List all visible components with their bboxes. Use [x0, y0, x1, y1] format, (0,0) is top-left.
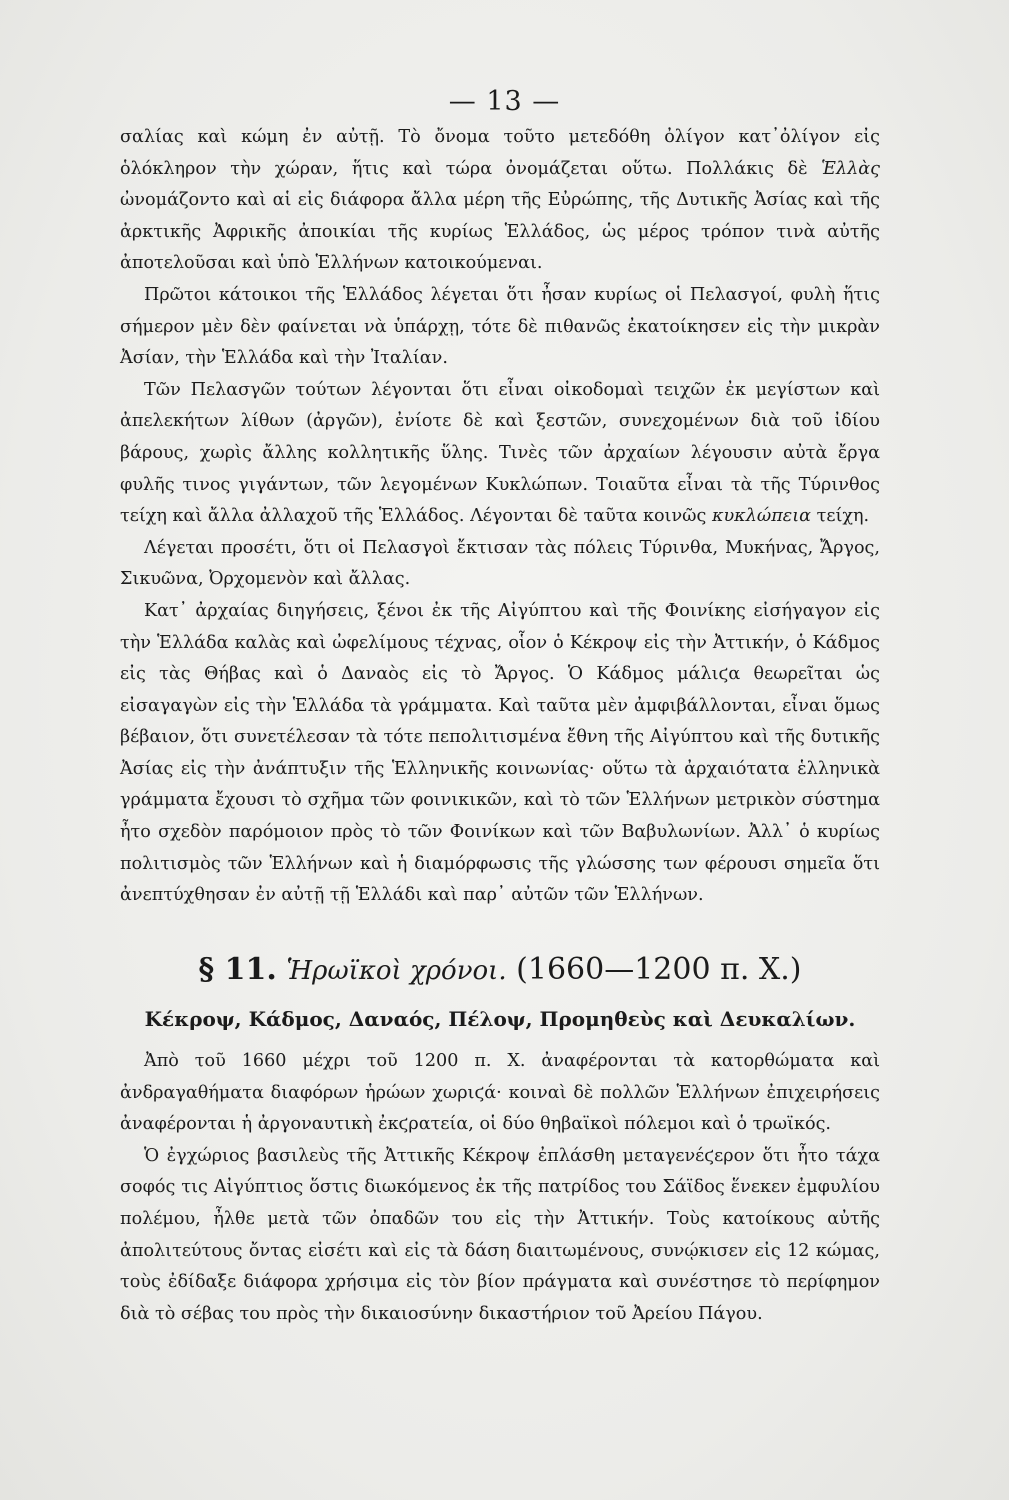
paragraph-5: Κατ᾽ ἀρχαίας διηγήσεις, ξένοι ἐκ τῆς Αἰγύπτου καὶ τῆς Φοινίκης εἰσήγαγον εἰς τὴν Ἑλλάδα καλὰς καὶ ὠφελίμους τέχνας, οἷον ὁ Κέκροψ εἰς τὴν Ἀττικήν, ὁ Κάδμος εἰς τὰς Θήβας καὶ ὁ Δαναὸς εἰς τὸ Ἄργος. Ὁ Κάδμος μάλιϛα θεωρεῖται ὡς εἰσαγαγὼν εἰς τὴν Ἑλλάδα τὰ γράμματα. Καὶ ταῦτα μὲν ἀμφιβάλλονται, εἶναι ὅμως βέβαιον, ὅτι συνετέλεσαν τὰ τότε πεπολιτισμένα ἔθνη τῆς Αἰγύπτου καὶ τῆς δυτικῆς Ἀσίας εἰς τὴν ἀνάπτυξιν τῆς Ἑλληνικῆς κοινωνίας· οὕτω τὰ ἀρχαιότατα ἑλληνικὰ γράμματα ἔχουσι τὸ σχῆμα τῶν φοινικικῶν, καὶ τὸ τῶν Ἑλλήνων μετρικὸν σύστημα ἦτο σχεδὸν παρόμοιον πρὸς τὸ τῶν Φοινίκων καὶ τῶν Βαβυλωνίων. Ἀλλ᾽ ὁ κυρίως πολιτισμὸς τῶν Ἑλλήνων καὶ ἡ διαμόρφωσις τῆς γλώσσης των φέρουσι σημεῖα ὅτι ἀνεπτύχθησαν ἐν αὐτῇ τῇ Ἑλλάδι καὶ παρ᾽ αὐτῶν τῶν Ἑλλήνων.: [120, 600, 880, 906]
section-subtitle: Κέκροψ, Κάδμος, Δαναός, Πέλοψ, Προμηθεὺς καὶ Δευκαλίων.: [144, 1007, 856, 1031]
paragraph-2: Πρῶτοι κάτοικοι τῆς Ἑλλάδος λέγεται ὅτι ἦσαν κυρίως οἱ Πελασγοί, φυλὴ ἥτις σήμερον μὲν δὲν φαίνεται νὰ ὑπάρχῃ, τότε δὲ πιθανῶς ἐκατοίκησεν εἰς τὴν μικρὰν Ἀσίαν, τὴν Ἑλλάδα καὶ τὴν Ἰταλίαν.: [120, 284, 880, 369]
section-title: Ἡρωϊκοὶ χρόνοι.: [286, 956, 507, 986]
section-dates: (1660—1200 π. Χ.): [516, 952, 802, 987]
paragraph-4: Λέγεται προσέτι, ὅτι οἱ Πελασγοὶ ἔκτισαν τὰς πόλεις Τύρινθα, Μυκήνας, Ἄργος, Σικυῶνα, Ὀρχομενὸν καὶ ἄλλας.: [120, 537, 880, 590]
text-block-lower: [120, 1046, 880, 1330]
section-number: § 11.: [198, 952, 277, 987]
section-heading: [120, 950, 880, 991]
paragraph-3-italic: κυκλώπεια: [711, 506, 812, 527]
page-number: — 13 —: [448, 86, 561, 117]
paragraph-3-rest: τείχη.: [816, 506, 870, 527]
paragraph-3-text: Τῶν Πελασγῶν τούτων λέγονται ὅτι εἶναι οἰκοδομαὶ τειχῶν ἐκ μεγίστων καὶ ἀπελεκήτων λίθων (ἀργῶν), ἐνίοτε δὲ καὶ ξεστῶν, συνεχομένων διὰ τοῦ ἰδίου βάρους, χωρὶς ἄλλης κολλητικῆς ὕλης. Τινὲς τῶν ἀρχαίων λέγουσιν αὐτὰ ἔργα φυλῆς τινος γιγάντων, τῶν λεγομένων Κυκλώπων. Τοιαῦτα εἶναι τὰ τῆς Τύρινθος τείχη καὶ ἄλλα ἀλλαχοῦ τῆς Ἑλλάδος. Λέγονται δὲ ταῦτα κοινῶς: [120, 379, 880, 527]
paragraph-1-text: σαλίας καὶ κώμη ἐν αὐτῇ. Τὸ ὄνομα τοῦτο μετεδόθη ὀλίγον κατ᾽ὀλίγον εἰς ὁλόκληρον τὴν χώραν, ἥτις καὶ τώρα ὀνομάζεται οὕτω. Πολλάκις δὲ: [120, 127, 880, 179]
text-block-upper: [120, 122, 880, 912]
paragraph-3: [120, 375, 880, 533]
paragraph-1: [120, 122, 880, 280]
paragraph-1-rest: ὠνομάζοντο καὶ αἱ εἰς διάφορα ἄλλα μέρη τῆς Εὐρώπης, τῆς Δυτικῆς Ἀσίας καὶ τῆς ἀρκτικῆς Ἀφρικῆς ἀποικίαι τῆς κυρίως Ἑλλάδος, ὡς μέρος τρόπον τινὰ αὐτῆς ἀποτελοῦσαι καὶ ὑπὸ Ἑλλήνων κατοικούμεναι.: [120, 190, 880, 274]
paragraph-1-italic: Ἑλλὰς: [821, 158, 880, 179]
paragraph-6: Ἀπὸ τοῦ 1660 μέχρι τοῦ 1200 π. Χ. ἀναφέρονται τὰ κατορθώματα καὶ ἀνδραγαθήματα διαφόρων ἡρώων χωριϛά· κοιναὶ δὲ πολλῶν Ἑλλήνων ἐπιχειρήσεις ἀναφέρονται ἡ ἀργοναυτικὴ ἐκϛρατεία, οἱ δύο θηβαϊκοὶ πόλεμοι καὶ ὁ τρωϊκός.: [120, 1051, 880, 1135]
paragraph-7: Ὁ ἐγχώριος βασιλεὺς τῆς Ἀττικῆς Κέκροψ ἐπλάσθη μεταγενέϛερον ὅτι ἦτο τάχα σοφός τις Αἰγύπτιος ὅστις διωκόμενος ἐκ τῆς πατρίδος του Σάϊδος ἕνεκεν ἐμφυλίου πολέμου, ἦλθε μετὰ τῶν ὀπαδῶν του εἰς τὴν Ἀττικήν. Τοὺς κατοίκους αὐτῆς ἀπολιτεύτους ὄντας εἰσέτι καὶ εἰς τὰ δάση διαιτωμένους, συνῴκισεν εἰς 12 κώμας, τοὺς ἐδίδαξε διάφορα χρήσιμα εἰς τὸν βίον πράγματα καὶ συνέστησε τὸ περίφημον διὰ τὸ σέβας του πρὸς τὴν δικαιοσύνην δικαστήριον τοῦ Ἀρείου Πάγου.: [120, 1145, 880, 1324]
